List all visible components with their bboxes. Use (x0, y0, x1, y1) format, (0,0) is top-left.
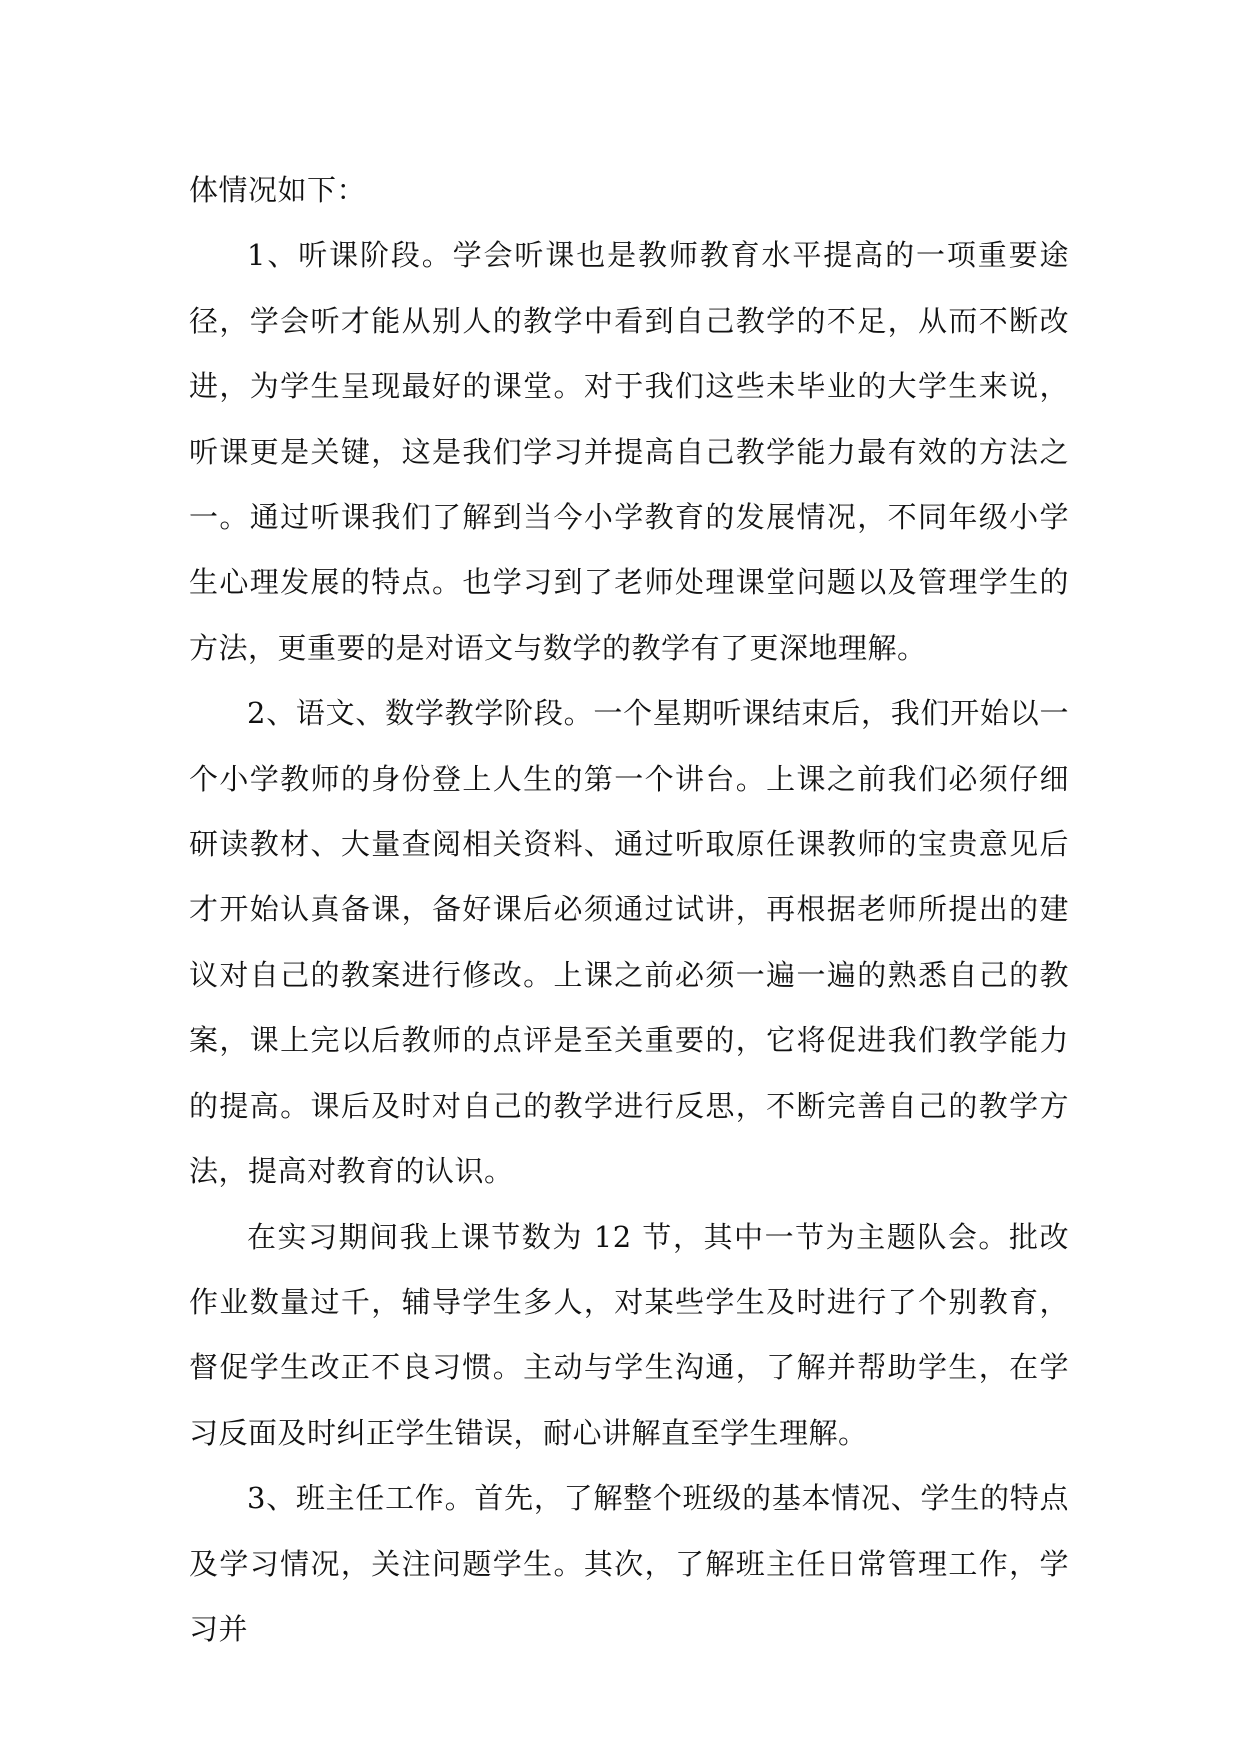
document-body (189, 158, 1069, 1662)
paragraph-head-teacher-work: 3、班主任工作。首先，了解整个班级的基本情况、学生的特点及学习情况，关注问题学生。其次，了解班主任日常管理工作，学习并 (189, 1481, 1069, 1646)
paragraph-listening-stage: 1、听课阶段。学会听课也是教师教育水平提高的一项重要途径，学会听才能从别人的教学中看到自己教学的不足，从而不断改进，为学生呈现最好的课堂。对于我们这些未毕业的大学生来说，听课更是关键，这是我们学习并提高自己教学能力最有效的方法之一。通过听课我们了解到当今小学教育的发展情况，不同年级小学生心理发展的特点。也学习到了老师处理课堂问题以及管理学生的方法，更重要的是对语文与数学的教学有了更深地理解。 (189, 238, 1069, 665)
paragraph-internship-summary: 在实习期间我上课节数为 12 节，其中一节为主题队会。批改作业数量过千，辅导学生多人，对某些学生及时进行了个别教育，督促学生改正不良习惯。主动与学生沟通，了解并帮助学生，在学习反面及时纠正学生错误，耐心讲解直至学生理解。 (189, 1219, 1069, 1450)
paragraph-continuation: 体情况如下： (189, 173, 367, 207)
paragraph-teaching-stage: 2、语文、数学教学阶段。一个星期听课结束后，我们开始以一个小学教师的身份登上人生的第一个讲台。上课之前我们必须仔细研读教材、大量查阅相关资料、通过听取原任课教师的宝贵意见后才开始认真备课，备好课后必须通过试讲，再根据老师所提出的建议对自己的教案进行修改。上课之前必须一遍一遍的熟悉自己的教案，课上完以后教师的点评是至关重要的，它将促进我们教学能力的提高。课后及时对自己的教学进行反思，不断完善自己的教学方法，提高对教育的认识。 (189, 696, 1069, 1189)
